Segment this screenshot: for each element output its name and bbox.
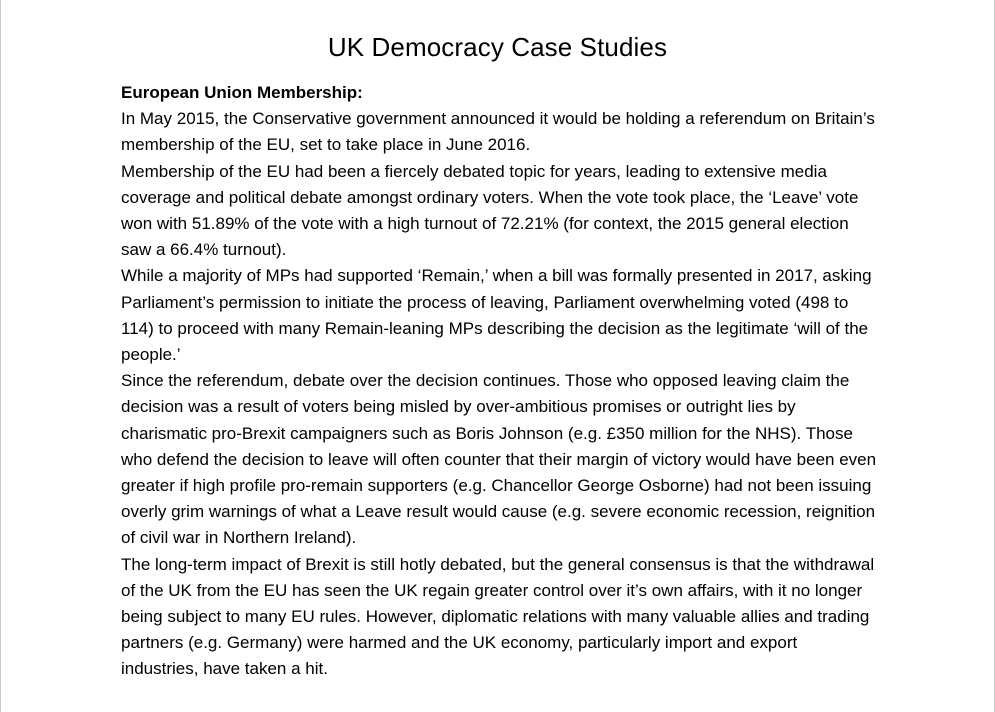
paragraph-long-term-impact: The long-term impact of Brexit is still hotly debated, but the general consensus is that the withdrawal of the UK from the EU has seen the UK regain greater control over it’s own affairs, with it no longer being subject to many EU rules. However, diplomatic relations with many valuable allies and trading partners (e.g. Germany) were harmed and the UK economy, particularly import and export industries, have taken a hit.: [121, 554, 875, 679]
paragraph-vote-result: Membership of the EU had been a fiercely debated topic for years, leading to extensive media coverage and political debate amongst ordinary voters. When the vote took place, the ‘Leave’ vote won with 51.89% of the vote with a high turnout of 72.21% (for context, the 2015 general election saw a 66.4% turnout).: [121, 161, 859, 260]
paragraph-referendum-announcement: In May 2015, the Conservative government announced it would be holding a referendum on Britain’s membership of the EU, set to take place in June 2016.: [121, 109, 875, 155]
section-heading: European Union Membership:: [121, 83, 363, 102]
paragraph-ongoing-debate: Since the referendum, debate over the decision continues. Those who opposed leaving claim the decision was a result of voters being misled by over-ambitious promises or outright lies by charismatic pro-Brexit campaigners such as Boris Johnson (e.g. £350 million for the NHS). Those who defend the decision to leave will often counter that their margin of victory would have been even greater if high profile pro-remain supporters (e.g. Chancellor George Osborne) had not been issuing overly grim warnings of what a Leave result would cause (e.g. severe economic recession, reignition of civil war in Northern Ireland).: [121, 371, 877, 548]
paragraph-parliament-vote: While a majority of MPs had supported ‘Remain,’ when a bill was formally presented in 2017, asking Parliament’s permission to initiate the process of leaving, Parliament overwhelming voted (498 to 114) to proceed with many Remain-leaning MPs describing the decision as the legitimate ‘will of the people.’: [121, 266, 872, 365]
document-body: [121, 80, 879, 683]
document-title: UK Democracy Case Studies: [327, 32, 668, 62]
